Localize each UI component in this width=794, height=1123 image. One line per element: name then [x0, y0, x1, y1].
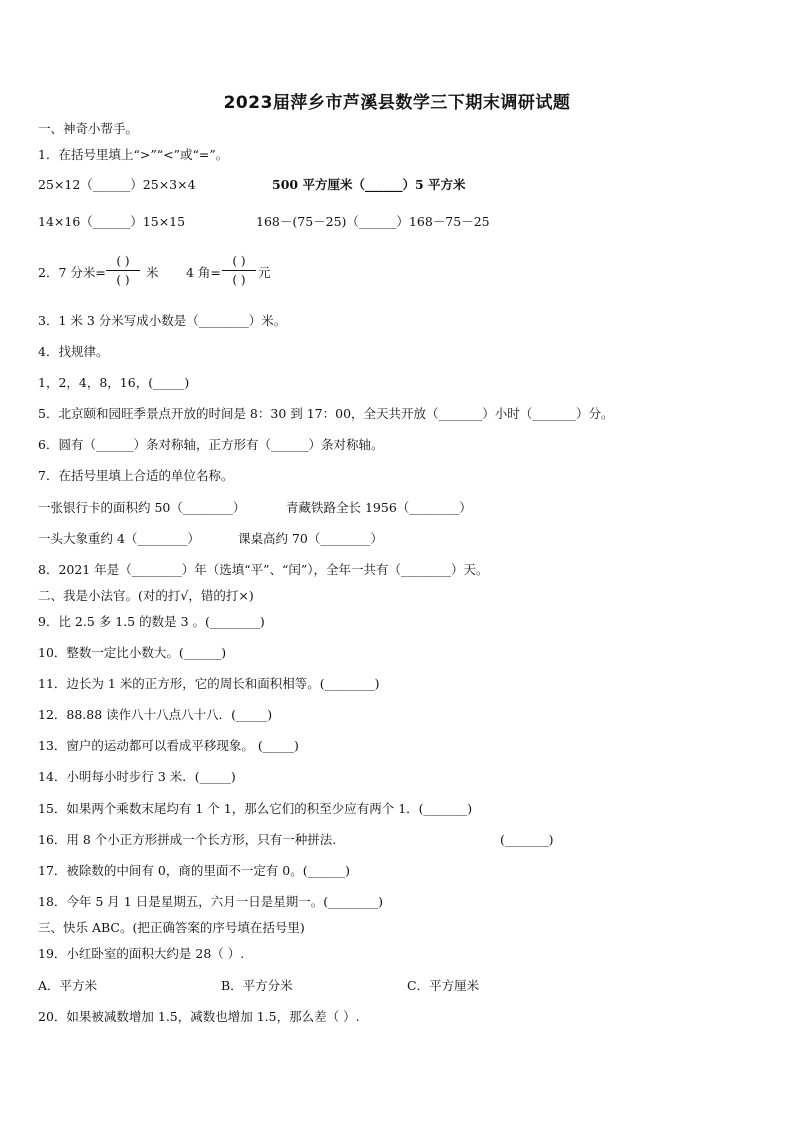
question-9: 9．比 2.5 多 1.5 的数是 3 。(________) — [38, 614, 265, 629]
fraction-1-denominator: ( ) — [116, 273, 130, 287]
question-20: 20．如果被减数增加 1.5，减数也增加 1.5，那么差（ ）. — [38, 1009, 360, 1024]
compare-item-3: 14×16（______）15×15 — [38, 214, 186, 229]
question-3: 3．1 米 3 分米写成小数是（________）米。 — [38, 313, 287, 328]
question-16-blank: (_______) — [500, 832, 554, 847]
question-2-unit-1: 米 — [146, 265, 159, 280]
fraction-1 — [106, 254, 140, 287]
question-1: 1．在括号里填上“>”“<”或“=”。 — [38, 147, 229, 162]
question-7: 7．在括号里填上合适的单位名称。 — [38, 468, 234, 483]
question-16-text: 16．用 8 个小正方形拼成一个长方形，只有一种拼法. — [38, 832, 337, 847]
question-19: 19．小红卧室的面积大约是 28（ ）. — [38, 946, 245, 961]
section-1-heading: 一、神奇小帮手。 — [38, 121, 139, 136]
question-7-item-a: 一张银行卡的面积约 50（________） — [38, 500, 246, 515]
question-14: 14．小明每小时步行 3 米．(_____) — [38, 769, 236, 784]
question-2-prefix: 2．7 分米= — [38, 265, 106, 280]
option-b: B．平方分米 — [221, 978, 293, 993]
question-7-item-c: 一头大象重约 4（________） — [38, 531, 200, 546]
fraction-2-bar — [222, 270, 256, 271]
option-a: A．平方米 — [38, 978, 98, 993]
question-18: 18．今年 5 月 1 日是星期五，六月一日是星期一。(________) — [38, 894, 383, 909]
question-4-sequence: 1，2，4，8，16，(_____) — [38, 375, 190, 390]
section-2-heading: 二、我是小法官。(对的打√，错的打×) — [38, 588, 254, 603]
question-15: 15．如果两个乘数末尾均有 1 个 1，那么它们的积至少应有两个 1．(_______) — [38, 801, 473, 816]
question-12: 12．88.88 读作八十八点八十八．(_____) — [38, 707, 273, 722]
question-8: 8．2021 年是（________）年（选填“平”、“闰”），全年一共有（________）天。 — [38, 562, 489, 577]
question-5: 5．北京颐和园旺季景点开放的时间是 8：30 到 17：00，全天共开放（_______）小时（_______）分。 — [38, 406, 614, 421]
question-4: 4．找规律。 — [38, 344, 109, 359]
question-10: 10．整数一定比小数大。(______) — [38, 645, 227, 660]
question-11: 11．边长为 1 米的正方形，它的周长和面积相等。(________) — [38, 676, 380, 691]
question-13: 13．窗户的运动都可以看成平移现象。 (_____) — [38, 738, 299, 753]
question-6: 6．圆有（______）条对称轴，正方形有（______）条对称轴。 — [38, 437, 384, 452]
compare-item-4: 168－(75－25)（______）168－75－25 — [256, 214, 490, 229]
section-3-heading: 三、快乐 ABC。(把正确答案的序号填在括号里) — [38, 920, 305, 935]
question-7-item-b: 青藏铁路全长 1956（________） — [286, 500, 472, 515]
compare-item-2: 500 平方厘米（______）5 平方米 — [272, 177, 466, 192]
compare-item-1: 25×12（______）25×3×4 — [38, 177, 196, 192]
option-c: C．平方厘米 — [407, 978, 480, 993]
fraction-1-numerator: ( ) — [116, 254, 130, 268]
fraction-2-numerator: ( ) — [232, 254, 246, 268]
fraction-2-denominator: ( ) — [232, 273, 246, 287]
question-2-unit-2: 元 — [258, 265, 271, 280]
question-2-prefix-2: 4 角= — [186, 265, 221, 280]
fraction-2 — [222, 254, 256, 287]
fraction-1-bar — [106, 270, 140, 271]
question-7-item-d: 课桌高约 70（________） — [238, 531, 383, 546]
page-title: 2023届萍乡市芦溪县数学三下期末调研试题 — [223, 93, 571, 113]
question-17: 17．被除数的中间有 0，商的里面不一定有 0。(______) — [38, 863, 351, 878]
